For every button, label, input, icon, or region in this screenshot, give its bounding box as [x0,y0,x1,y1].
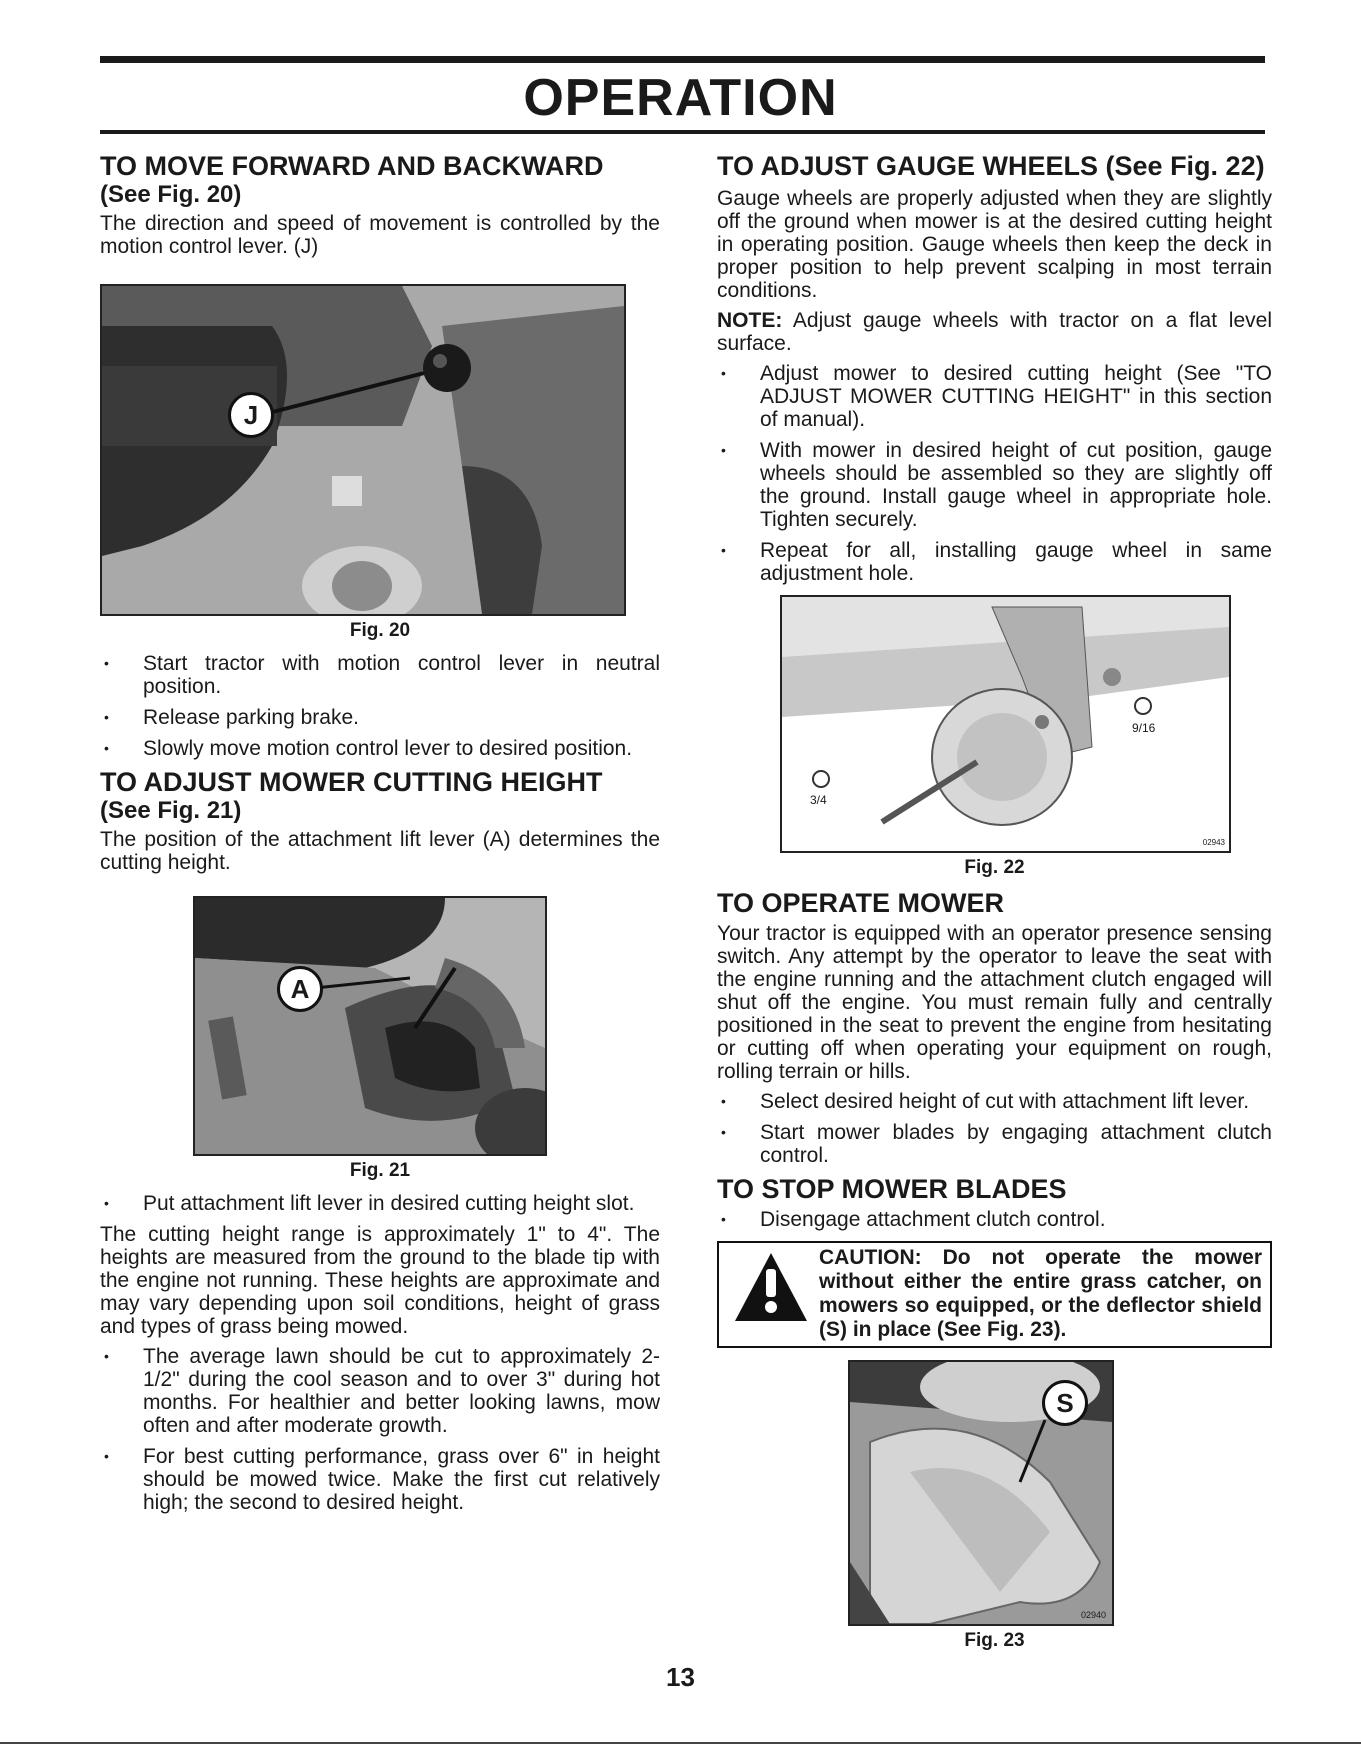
figure-caption: Fig. 22 [964,857,1025,878]
header-rule-bottom [100,130,1265,134]
section-heading: TO MOVE FORWARD AND BACKWARD [100,151,604,181]
section-body: The direction and speed of movement is controlled by the motion control lever. (J) [100,212,660,258]
bullet-list [100,652,660,760]
bullet-list [717,362,1272,585]
caution-text: CAUTION: Do not operate the mower without either the entire grass catcher, on mowers so equipped, or the deflector shield (S) in place (See Fig. 23). [819,1246,1262,1341]
figure-23-photo [848,1360,1114,1626]
right-column [717,152,1272,1662]
caution-box [717,1241,1272,1348]
list-item: • Slowly move motion control lever to desired position. [100,737,660,760]
section-heading: TO ADJUST GAUGE WHEELS (See Fig. 22) [717,151,1265,181]
bullet-list [717,1208,1272,1231]
left-column [100,152,660,1522]
list-item: • Adjust mower to desired cutting height (See "TO ADJUST MOWER CUTTING HEIGHT" in this section of manual). [717,362,1272,431]
list-item: • Start tractor with motion control lever in neutral position. [100,652,660,698]
section-heading: TO STOP MOWER BLADES [717,1174,1067,1204]
page-title: OPERATION [523,69,838,127]
callout-j: J [228,392,274,438]
note [717,309,1272,355]
list-item: • The average lawn should be cut to approximately 2-1/2" during the cool season and to over 3" during hot months. For healthier and better looking lawns, mow often and after moderate growth. [100,1345,660,1437]
warning-triangle-icon [733,1251,809,1323]
figure-code: 02940 [1080,1610,1106,1620]
page-number: 13 [666,1662,695,1692]
section-adjust-cutting-height [100,768,660,1514]
label-3-4: 3/4 [810,793,827,807]
callout-a: A [277,966,323,1012]
callout-s: S [1042,1380,1088,1426]
bullet-list [100,1345,660,1514]
section-adjust-gauge-wheels [717,152,1272,879]
list-item: • For best cutting performance, grass over 6" in height should be mowed twice. Make the first cut relatively high; the second to desired height. [100,1445,660,1514]
section-stop-mower-blades [717,1175,1272,1652]
section-body: The cutting height range is approximately 1" to 4". The heights are measured from the ground to the blade tip with the engine not running. These heights are approximate and may vary depending upon soil conditions, height of grass and types of grass being mowed. [100,1223,660,1338]
label-9-16: 9/16 [1132,721,1156,735]
note-label: NOTE: [717,309,783,332]
footer-rule [0,1742,1361,1744]
figure-code: 02943 [1202,838,1225,847]
list-item: • Disengage attachment clutch control. [717,1208,1272,1231]
list-item: • Start mower blades by engaging attachment clutch control. [717,1121,1272,1167]
list-item: • With mower in desired height of cut position, gauge wheels should be assembled so they are slightly off the ground. Install gauge wheel in appropriate hole. Tighten securely. [717,439,1272,531]
section-heading: TO ADJUST MOWER CUTTING HEIGHT [100,767,603,797]
bullet-list [717,1090,1272,1167]
section-subheading: (See Fig. 20) [100,181,242,208]
list-item: • Put attachment lift lever in desired cutting height slot. [100,1192,660,1215]
section-subheading: (See Fig. 21) [100,797,242,824]
figure-caption: Fig. 20 [349,620,411,641]
section-operate-mower [717,889,1272,1167]
figure-21-photo [193,896,547,1156]
figure-caption: Fig. 21 [349,1160,411,1181]
list-item: • Release parking brake. [100,706,660,729]
section-body: Your tractor is equipped with an operator presence sensing switch. Any attempt by the operator to leave the seat with the engine running and the attachment clutch engaged will shut off the engine. You must remain fully and centrally positioned in the seat to prevent the engine from hesitating or cutting off when operating your equipment on rough, rolling terrain or hills. [717,922,1272,1083]
bullet-list [100,1192,660,1215]
note-text: Adjust gauge wheels with tractor on a flat level surface. [717,309,1272,355]
header-rule-top [100,56,1265,63]
figure-caption: Fig. 23 [964,1630,1025,1651]
section-body: Gauge wheels are properly adjusted when they are slightly off the ground when mower is at the desired cutting height in operating position. Gauge wheels then keep the deck in proper position to help prevent scalping in most terrain conditions. [717,187,1272,302]
figure-22-diagram [780,595,1231,853]
section-body: The position of the attachment lift lever (A) determines the cutting height. [100,828,660,874]
section-move-forward-backward [100,152,660,760]
list-item: • Repeat for all, installing gauge wheel in same adjustment hole. [717,539,1272,585]
section-heading: TO OPERATE MOWER [717,888,1005,918]
list-item: • Select desired height of cut with attachment lift lever. [717,1090,1272,1113]
figure-20-photo [100,284,626,616]
